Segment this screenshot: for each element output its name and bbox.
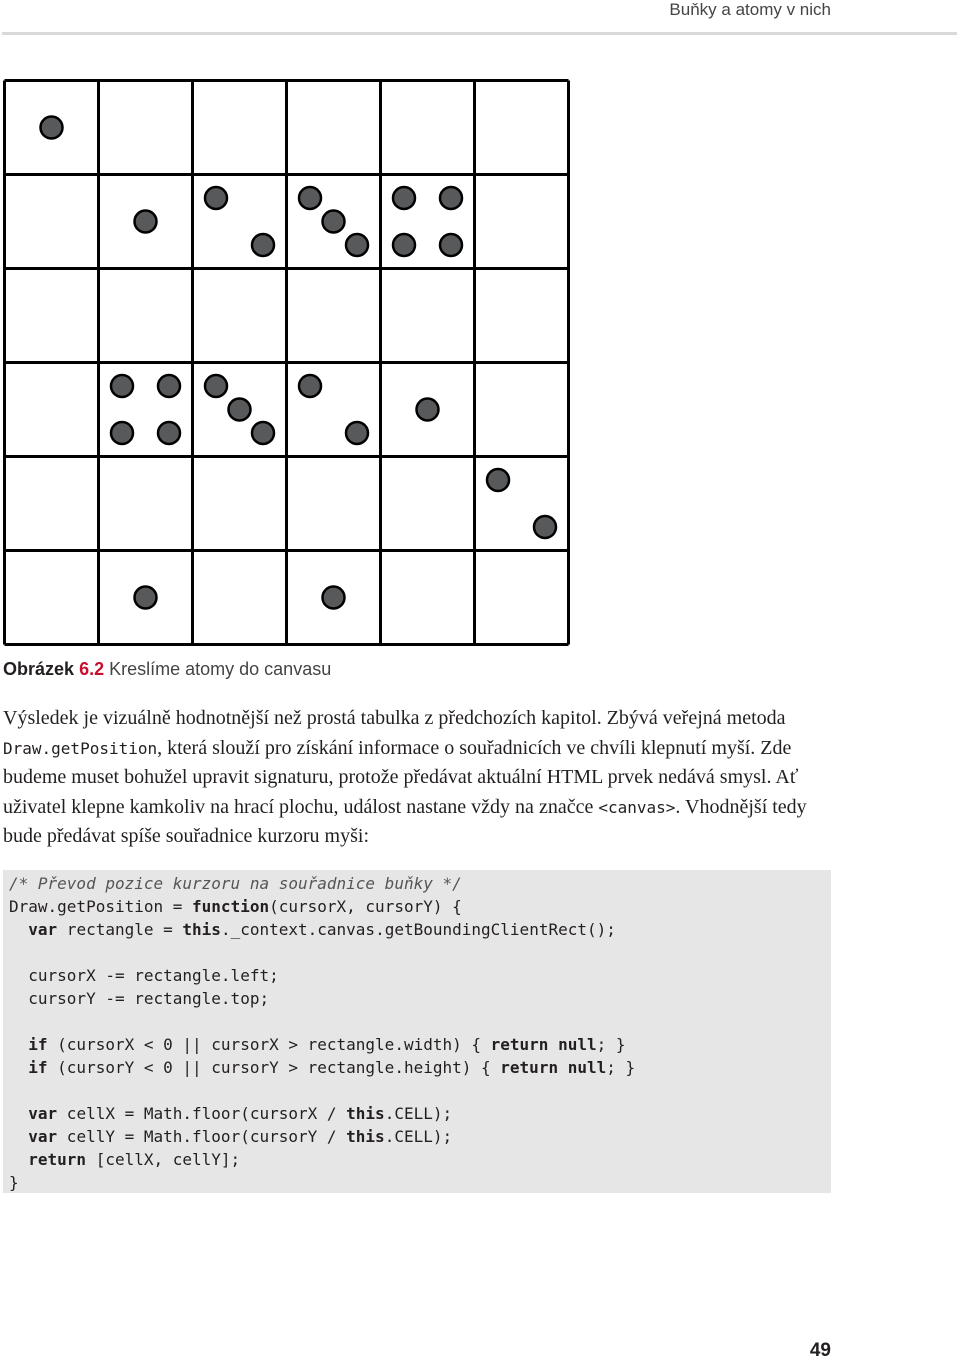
atom (135, 211, 157, 233)
atom (111, 422, 133, 444)
code-keyword: function (192, 897, 270, 916)
atom (229, 399, 251, 421)
atom (323, 587, 345, 609)
code-token (9, 1104, 28, 1123)
atom (534, 516, 556, 538)
atoms-grid-figure (3, 79, 570, 646)
code-token (9, 1150, 28, 1169)
code-line (9, 1171, 635, 1194)
code-token (9, 920, 28, 939)
code-keyword: this (346, 1127, 385, 1146)
code-line (9, 1125, 635, 1148)
code-token: (cursorX, cursorY) { (269, 897, 462, 916)
atom (135, 587, 157, 609)
code-line (9, 1079, 635, 1102)
code-line (9, 918, 635, 941)
code-token: cellY = Math.floor(cursorY / (57, 1127, 347, 1146)
atoms-grid-canvas (3, 79, 570, 646)
atom (41, 117, 63, 139)
caption-number: 6.2 (79, 659, 105, 679)
header-divider (2, 32, 957, 35)
code-token: } (9, 1173, 19, 1192)
atom (205, 187, 227, 209)
code-keyword: var (28, 1127, 58, 1146)
code-keyword: this (346, 1104, 385, 1123)
code-token: (cursorY < 0 || cursorY > rectangle.height) { (47, 1058, 501, 1077)
code-line (9, 1148, 635, 1171)
atom (440, 187, 462, 209)
code-token: cellX = Math.floor(cursorX / (57, 1104, 347, 1123)
code-token (9, 1127, 28, 1146)
running-header: Buňky a atomy v nich (669, 0, 831, 19)
atom (440, 234, 462, 256)
code-keyword: null (558, 1035, 597, 1054)
code-token: [cellX, cellY]; (86, 1150, 241, 1169)
code-keyword: if (28, 1058, 48, 1077)
code-line (9, 1033, 635, 1056)
paragraph-text-2: , která slouží pro získání informace o souřadnicích ve chvíli klepnutí myší. Zde budeme muset bohužel upravit signaturu, protože předávat aktuální HTML prvek nedává smysl. Ať uživatel klepne kamkoliv na hrací plochu, událost nastane vždy na značce (3, 736, 799, 818)
code-keyword: if (28, 1035, 48, 1054)
code-line (9, 1102, 635, 1125)
code-keyword: return (28, 1150, 87, 1169)
code-token: (cursorX < 0 || cursorX > rectangle.width) { (47, 1035, 491, 1054)
body-paragraph (3, 704, 838, 852)
atom (417, 399, 439, 421)
caption-text: Kreslíme atomy do canvasu (109, 659, 332, 679)
code-keyword: this (182, 920, 221, 939)
atom (205, 375, 227, 397)
caption-label: Obrázek (3, 659, 75, 679)
atom (111, 375, 133, 397)
code-line (9, 1010, 635, 1033)
paragraph-text-3: . Vhodnější tedy bude předávat spíše souřadnice kurzoru myši: (3, 795, 807, 848)
code-token: cursorY -= rectangle.top; (9, 989, 270, 1008)
code-token (548, 1035, 558, 1054)
atom (346, 234, 368, 256)
code-keyword: var (28, 1104, 58, 1123)
inline-code-draw-getposition: Draw.getPosition (3, 738, 158, 758)
code-listing (3, 870, 831, 1193)
code-token: .CELL); (384, 1104, 453, 1123)
code-keyword: return (500, 1058, 559, 1077)
code-keyword: return (490, 1035, 549, 1054)
atom (487, 469, 509, 491)
code-keyword: null (567, 1058, 607, 1077)
atom (323, 211, 345, 233)
atom (158, 422, 180, 444)
atom (346, 422, 368, 444)
code-token: cursorX -= rectangle.left; (9, 966, 279, 985)
code-token (9, 1035, 28, 1054)
code-token: Draw.getPosition = (9, 897, 193, 916)
code-keyword: var (28, 920, 58, 939)
code-token: ; } (596, 1035, 626, 1054)
code-line (9, 872, 635, 895)
code-token: rectangle = (57, 920, 183, 939)
code-line (9, 987, 635, 1010)
code-line (9, 964, 635, 987)
atom (299, 187, 321, 209)
code-token: ._context.canvas.getBoundingClientRect(); (220, 920, 616, 939)
code-line (9, 1056, 635, 1079)
atom (299, 375, 321, 397)
atom (252, 422, 274, 444)
page-number: 49 (809, 1340, 831, 1361)
code-token: ; } (606, 1058, 636, 1077)
atom (393, 187, 415, 209)
code-line (9, 895, 635, 918)
code-token: .CELL); (384, 1127, 453, 1146)
paragraph-text-1: Výsledek je vizuálně hodnotnější než prostá tabulka z předchozích kapitol. Zbývá veřejná metoda (3, 707, 786, 729)
atom (252, 234, 274, 256)
code-token (9, 1058, 28, 1077)
code-comment: /* Převod pozice kurzoru na souřadnice buňky */ (9, 874, 462, 893)
atom (158, 375, 180, 397)
code-listing-text (9, 872, 635, 1194)
inline-code-canvas-tag: <canvas> (598, 797, 676, 817)
atom (393, 234, 415, 256)
code-line (9, 941, 635, 964)
figure-caption (3, 658, 331, 680)
code-token (558, 1058, 568, 1077)
